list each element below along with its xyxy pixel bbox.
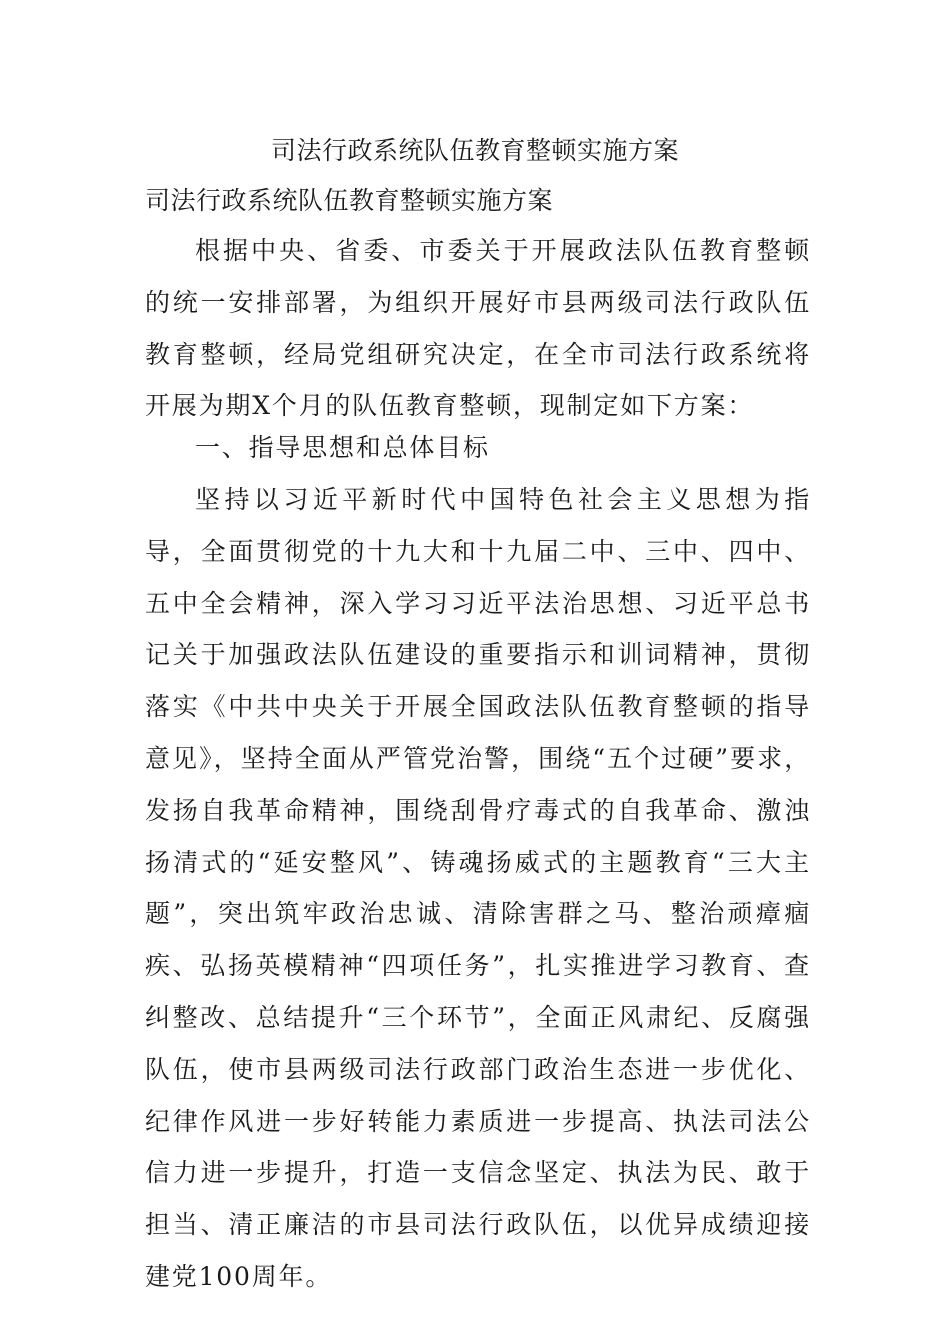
document-subtitle: 司法行政系统队伍教育整顿实施方案	[145, 186, 554, 215]
paragraph-guiding-ideology: 坚持以习近平新时代中国特色社会主义思想为指导，全面贯彻党的十九大和十九届二中、三中、四中、五中全会精神，深入学习习近平法治思想、习近平总书记关于加强政法队伍建设的重要指示和训词精神，贯彻落实《中共中央关于开展全国政法队伍教育整顿的指导意见》，坚持全面从严管党治警，围绕“五个过硬”要求，发扬自我革命精神，围绕刮骨疗毒式的自我革命、激浊扬清式的“延安整风”、铸魂扬威式的主题教育“三大主题”，突出筑牢政治忠诚、清除害群之马、整治顽瘴痼疾、弘扬英模精神“四项任务”，扎实推进学习教育、查纠整改、总结提升“三个环节”，全面正风肃纪、反腐强队伍，使市县两级司法行政部门政治生态进一步优化、纪律作风进一步好转能力素质进一步提高、执法司法公信力进一步提升，打造一支信念坚定、执法为民、敢于担当、清正廉洁的市县司法行政队伍，以优异成绩迎接建党100周年。	[145, 485, 811, 1291]
paragraph-intro: 根据中央、省委、市委关于开展政法队伍教育整顿的统一安排部署，为组织开展好市县两级司法行政队伍教育整顿，经局党组研究决定，在全市司法行政系统将开展为期X个月的队伍教育整顿，现制定如下方案：	[145, 236, 811, 421]
document-title: 司法行政系统队伍教育整顿实施方案	[270, 136, 679, 165]
section-heading-guiding-ideology: 一、指导思想和总体目标	[195, 433, 490, 462]
